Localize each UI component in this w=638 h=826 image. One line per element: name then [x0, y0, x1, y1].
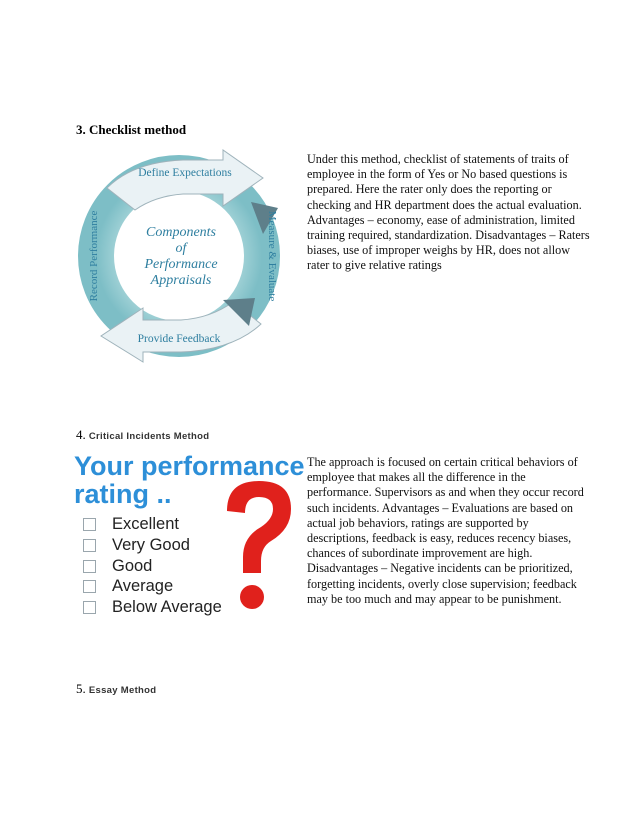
paragraph-line: forgetting incidents, overly close supervision; feedback	[307, 576, 577, 591]
measure-evaluate-label: Measure & Evaluate	[266, 210, 278, 302]
section-3-paragraph	[307, 152, 590, 274]
section-5-heading	[76, 681, 156, 697]
paragraph-line: The approach is focused on certain critical behaviors of	[307, 455, 578, 469]
rating-title-line-2: rating ..	[74, 479, 172, 509]
section-5-label: Essay Method	[88, 685, 157, 696]
paragraph-line: employee in the form of Yes or No based questions is	[307, 167, 568, 182]
question-mark-icon	[221, 477, 295, 617]
rating-option-label: Excellent	[112, 515, 179, 533]
paragraph-line: may be too much and may appear to be punishment.	[307, 591, 562, 606]
provide-feedback-label: Provide Feedback	[137, 333, 221, 345]
section-4-heading	[76, 427, 209, 443]
section-4-label: Critical Incidents Method	[88, 431, 210, 442]
rating-option-label: Good	[112, 557, 153, 575]
rating-option-label: Average	[112, 577, 174, 595]
paragraph-line: descriptions, feedback is easy, reduces recency biases,	[307, 531, 572, 546]
paragraph-line: Disadvantages – Negative incidents can be prioritized,	[307, 561, 573, 576]
paragraph-line: such incidents. Advantages – Evaluations are based on	[307, 500, 574, 515]
define-expectations-label: Define Expectations	[138, 167, 232, 179]
paragraph-line: Under this method, checklist of statements of traits of	[307, 152, 569, 166]
checkbox-icon	[83, 601, 96, 614]
rating-option-label: Very Good	[112, 536, 190, 554]
paragraph-line: employee that makes all the difference in the	[307, 470, 526, 485]
center-line-2: of	[175, 241, 187, 256]
record-performance-label: Record Performance	[88, 210, 100, 302]
paragraph-line: Advantages – economy, ease of administration, limited	[307, 212, 575, 227]
checkbox-icon	[83, 518, 96, 531]
performance-rating-image	[71, 447, 305, 620]
section-4-number: 4.	[76, 427, 86, 442]
paragraph-line: rater to give relative ratings	[307, 258, 442, 273]
rating-title-line-1: Your performance	[74, 451, 305, 481]
rating-option-label: Below Average	[112, 598, 222, 616]
checkbox-icon	[83, 539, 96, 552]
center-line-4: Appraisals	[150, 273, 212, 288]
cycle-diagram-svg	[73, 148, 285, 363]
performance-appraisal-cycle-diagram	[73, 148, 285, 363]
paragraph-line: checking and HR department does the actual evaluation.	[307, 197, 582, 212]
paragraph-line: biases, use of improper weighs by HR, does not allow	[307, 243, 571, 258]
section-4-paragraph	[307, 455, 584, 607]
paragraph-line: training required, standardization. Disadvantages – Raters	[307, 228, 590, 243]
paragraph-line: prepared. Here the rater only does the reporting or	[307, 182, 552, 197]
paragraph-line: performance. Supervisors as and when they occur record	[307, 485, 584, 500]
center-line-3: Performance	[144, 257, 218, 272]
paragraph-line: actual job behaviors, ratings are supported by	[307, 515, 529, 530]
section-3-heading: 3. Checklist method	[76, 122, 187, 137]
checkbox-icon	[83, 560, 96, 573]
paragraph-line: chances of subordinate improvement are high.	[307, 546, 533, 561]
section-5-number: 5.	[76, 681, 86, 696]
checkbox-icon	[83, 580, 96, 593]
center-line-1: Components	[146, 225, 216, 240]
